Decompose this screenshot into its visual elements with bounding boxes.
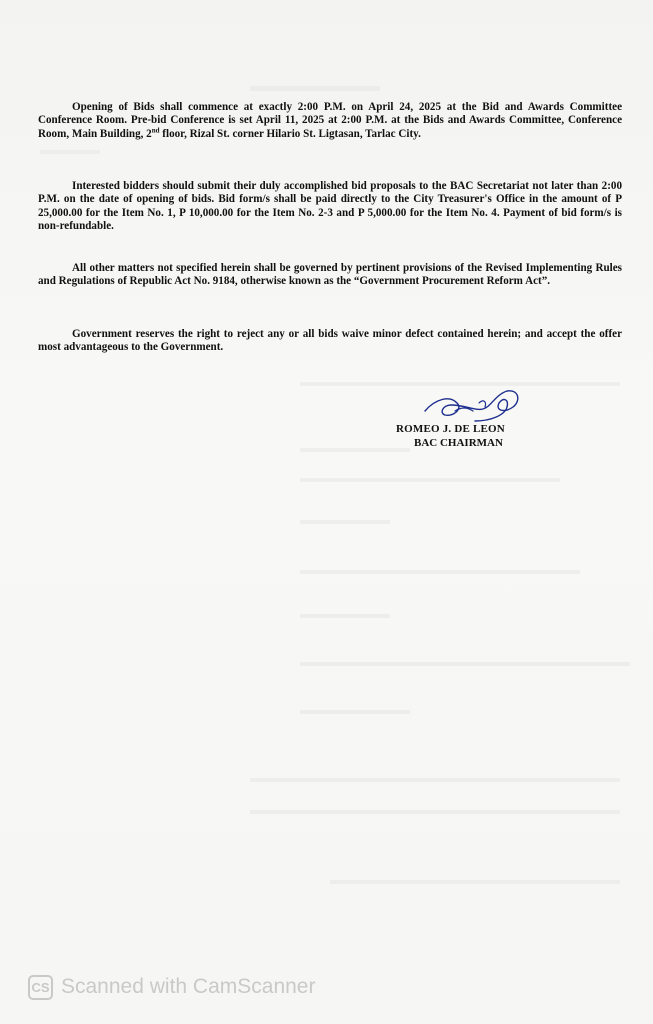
paragraph-opening-of-bids: Opening of Bids shall commence at exactly 2:00 P.M. on April 24, 2025 at the Bid and Awards Committee Conference Room. Pre-bid Conference is set April 11, 2025 at 2:00 P.M. at the Bids and Awards Committee, Conference Room, Main Building, 2nd floor, Rizal St. corner Hilario St. Ligtasan, Tarlac City. <box>38 101 622 140</box>
bleed-through-line <box>40 150 100 154</box>
paragraph-governing-rules: All other matters not specified herein shall be governed by pertinent provisions of the Revised Implementing Rules and Regulations of Republic Act No. 9184, otherwise known as the “Government Procurement Reform Act”. <box>38 262 622 288</box>
paragraph-government-reservation: Government reserves the right to reject any or all bids waive minor defect contained herein; and accept the offer most advantageous to the Government. <box>38 328 622 354</box>
camscanner-logo-icon: CS <box>28 975 53 1000</box>
bleed-through-line <box>250 86 380 91</box>
signatory-name: ROMEO J. DE LEON <box>396 423 505 435</box>
bleed-through-line <box>250 778 620 782</box>
signatory-title: BAC CHAIRMAN <box>414 437 503 449</box>
bleed-through-line <box>300 448 410 452</box>
bleed-through-line <box>330 880 620 884</box>
bleed-through-line <box>300 520 390 524</box>
bleed-through-line <box>300 570 580 574</box>
camscanner-watermark <box>28 972 315 1002</box>
bleed-through-line <box>300 710 410 714</box>
paragraph-bid-submission: Interested bidders should submit their duly accomplished bid proposals to the BAC Secretariat not later than 2:00 P.M. on the date of opening of bids. Bid form/s shall be paid directly to the City Treasurer's Office in the amount of P 25,000.00 for the Item No. 1, P 10,000.00 for the Item No. 2-3 and P 5,000.00 for the Item No. 4. Payment of bid form/s is non-refundable. <box>38 180 622 233</box>
bleed-through-line <box>300 478 560 482</box>
bleed-through-line <box>250 810 620 814</box>
watermark-text: Scanned with CamScanner <box>61 975 316 998</box>
bleed-through-line <box>300 614 390 618</box>
bleed-through-line <box>300 662 630 666</box>
